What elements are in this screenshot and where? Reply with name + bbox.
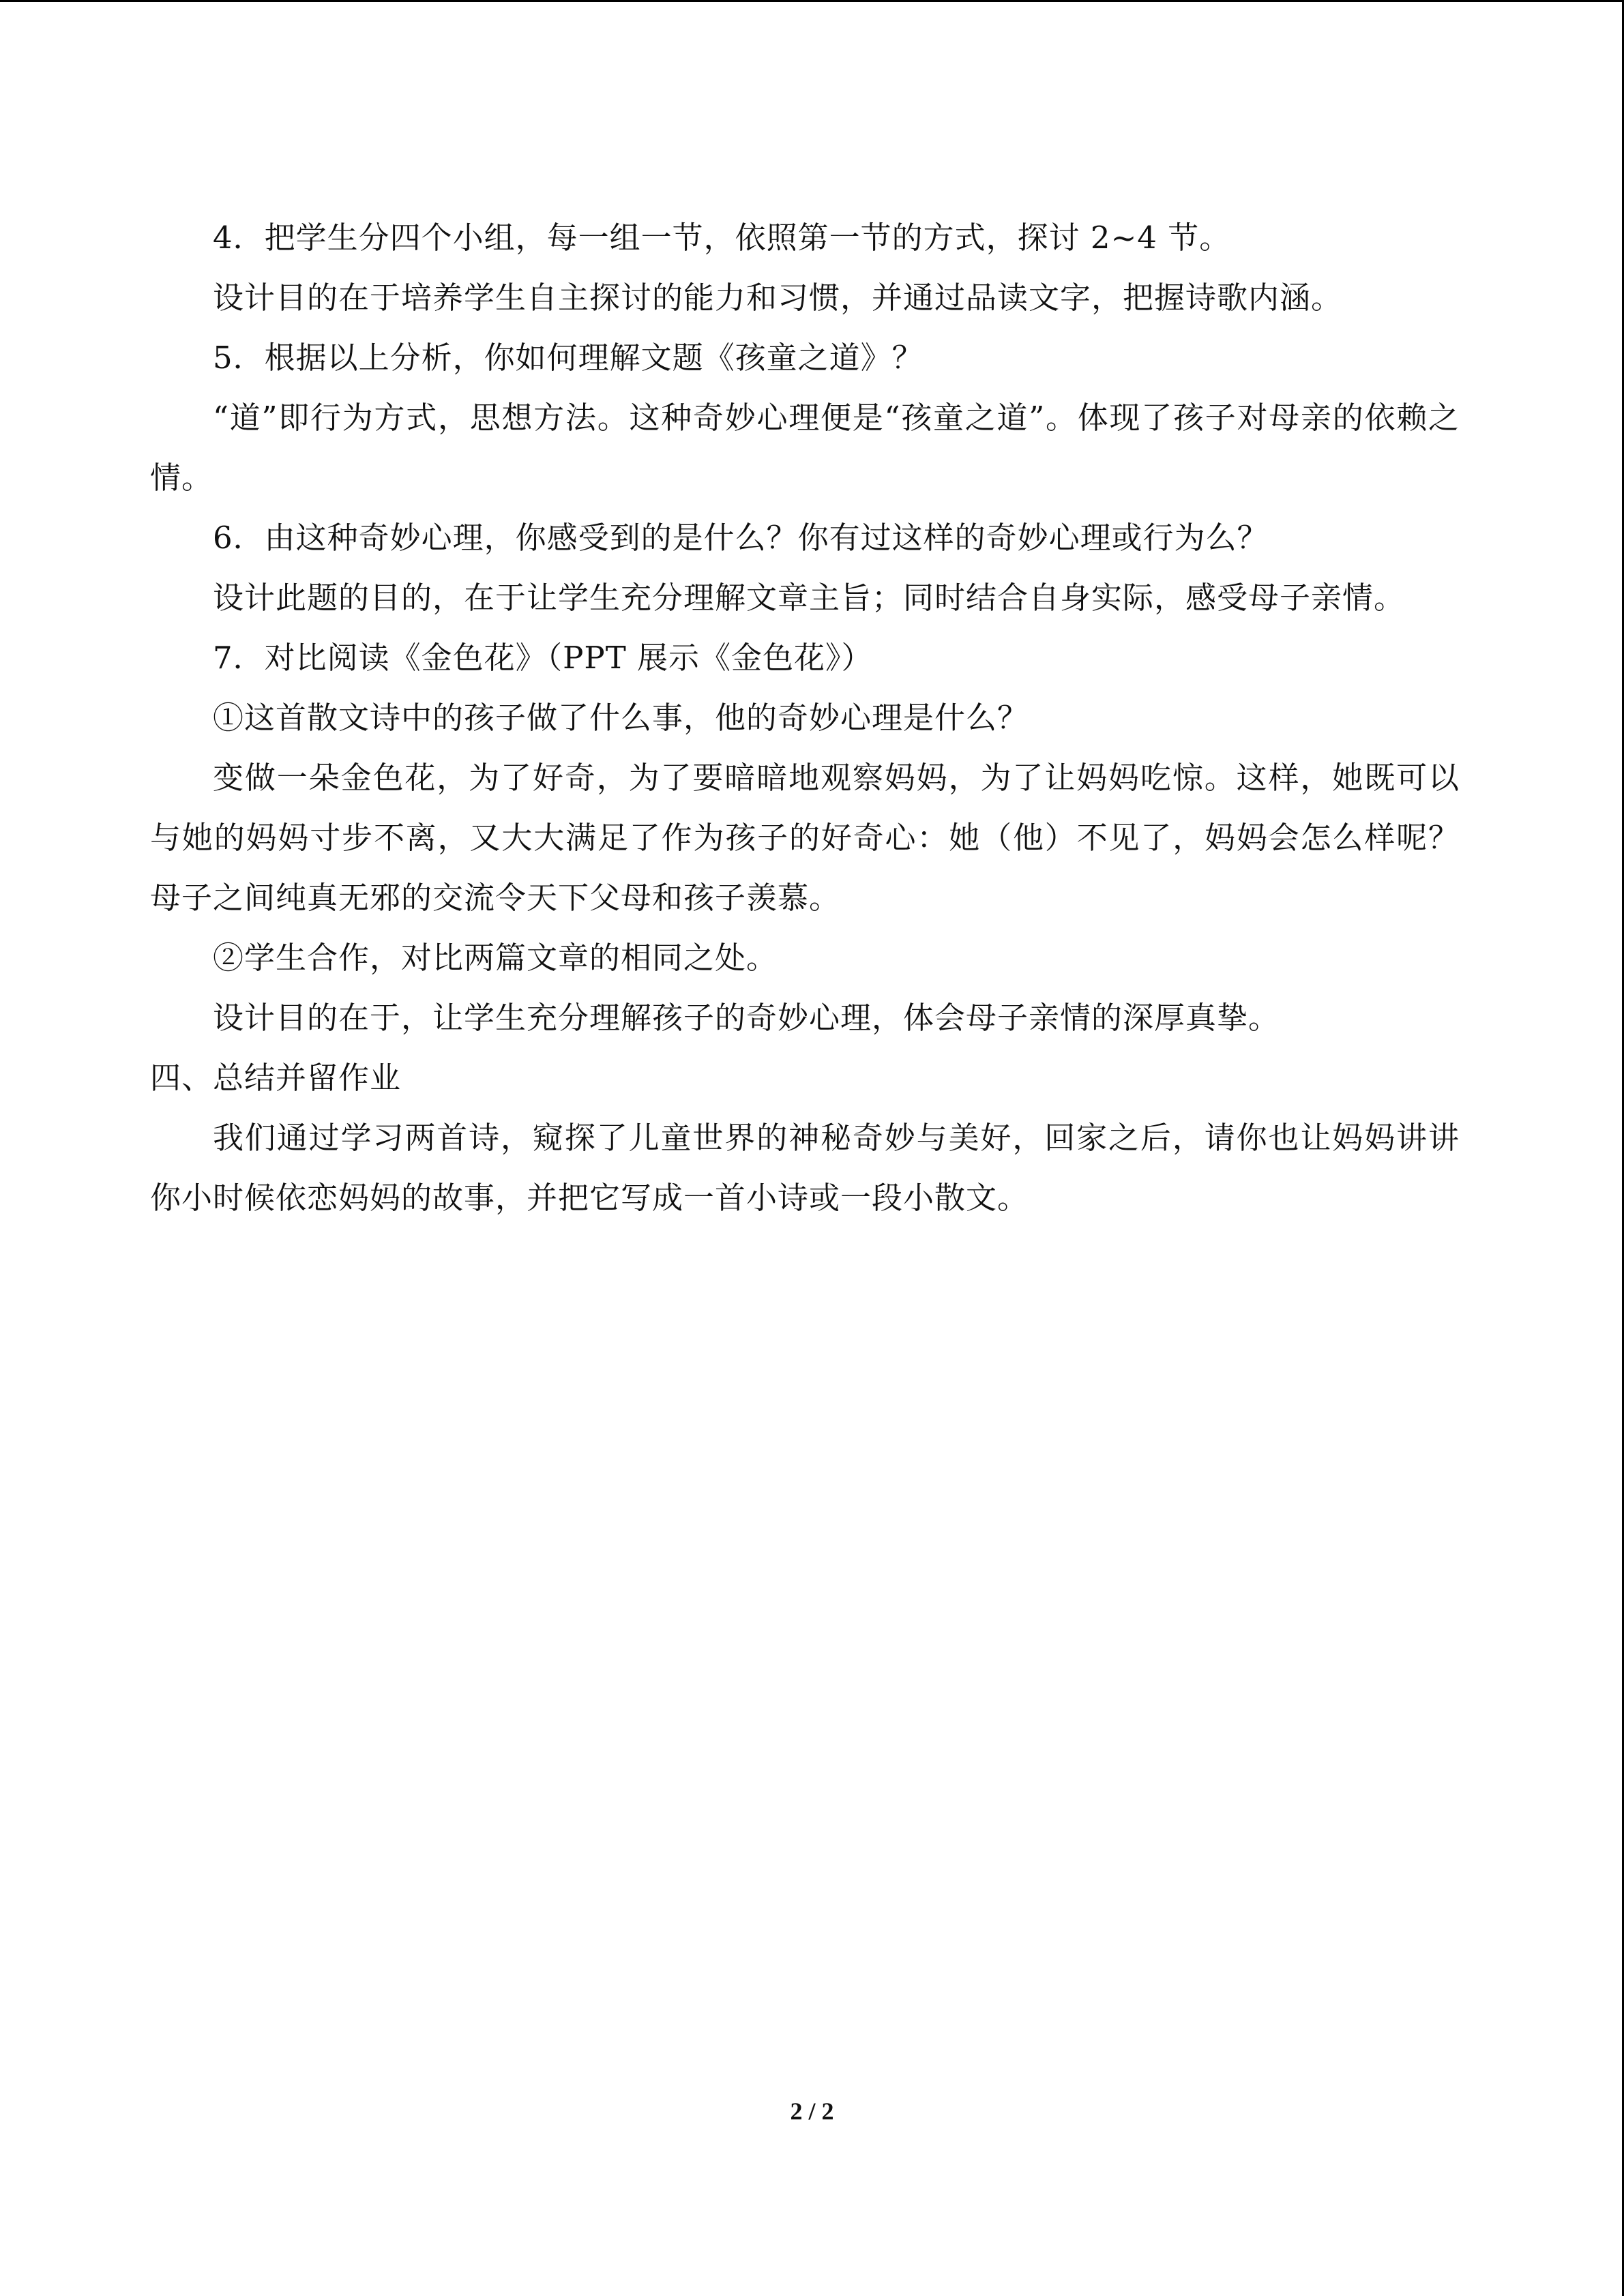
section-heading-summary: 四、总结并留作业 [150, 1060, 402, 1096]
paragraph-step-5: 5．根据以上分析，你如何理解文题《孩童之道》？ [213, 340, 924, 376]
paragraph-golden-flower-answer: 变做一朵金色花，为了好奇，为了要暗暗地观察妈妈，为了让妈妈吃惊。这样，她既可以与她的妈妈寸步不离，又大大满足了作为孩子的好奇心：她（他）不见了，妈妈会怎么样呢？母子之间纯真无邪的交流令天下父母和孩子羡慕。 [150, 760, 1460, 916]
paragraph-design-purpose-2: 设计此题的目的，在于让学生充分理解文章主旨；同时结合自身实际，感受母子亲情。 [213, 580, 1406, 616]
paragraph-question-2: ②学生合作，对比两篇文章的相同之处。 [213, 940, 778, 976]
page-top-border [0, 0, 1624, 2]
paragraph-homework: 我们通过学习两首诗，窥探了儿童世界的神秘奇妙与美好，回家之后，请你也让妈妈讲讲你小时候依恋妈妈的故事，并把它写成一首小诗或一段小散文。 [150, 1120, 1460, 1216]
page-number: 2 / 2 [790, 2098, 834, 2125]
paragraph-design-purpose-3: 设计目的在于，让学生充分理解孩子的奇妙心理，体会母子亲情的深厚真挚。 [213, 1000, 1280, 1036]
paragraph-step-4: 4．把学生分四个小组，每一组一节，依照第一节的方式，探讨 2~4 节。 [213, 220, 1231, 256]
document-body [150, 208, 1460, 1228]
paragraph-dao-explanation: “道”即行为方式，思想方法。这种奇妙心理便是“孩童之道”。体现了孩子对母亲的依赖之情。 [150, 400, 1460, 496]
paragraph-step-6: 6．由这种奇妙心理，你感受到的是什么？你有过这样的奇妙心理或行为么？ [213, 520, 1269, 556]
paragraph-step-7: 7．对比阅读《金色花》（PPT 展示《金色花》） [213, 640, 873, 676]
paragraph-question-1: ①这首散文诗中的孩子做了什么事，他的奇妙心理是什么？ [213, 700, 1029, 736]
paragraph-design-purpose-1: 设计目的在于培养学生自主探讨的能力和习惯，并通过品读文字，把握诗歌内涵。 [213, 280, 1343, 316]
